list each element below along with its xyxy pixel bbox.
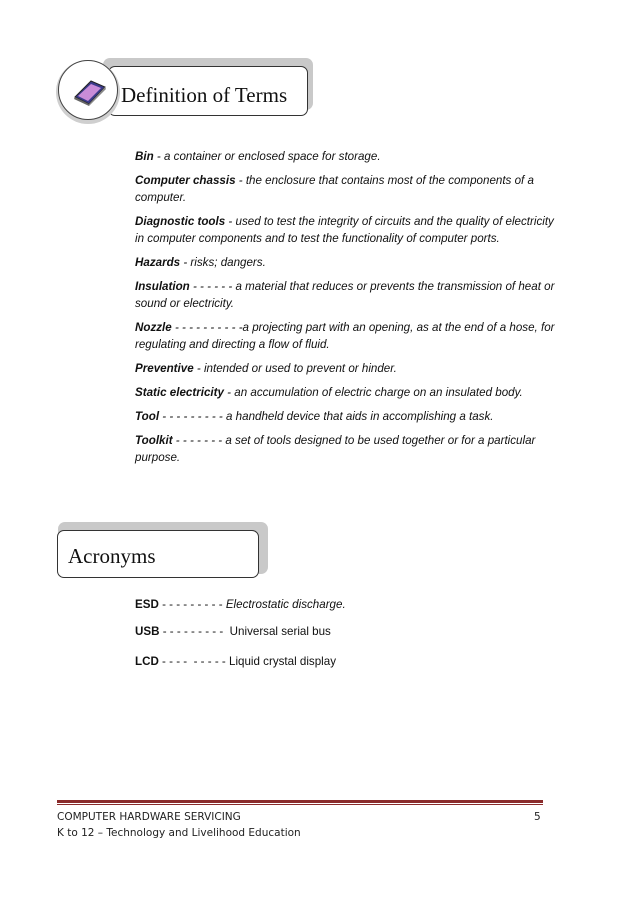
definition-text: -a projecting part with an opening, as at the end of a hose, for regulating and directing a flow of fluid. <box>135 321 555 351</box>
acronym-separator: - - - - - - - - - <box>159 625 230 638</box>
definition-text: the enclosure that contains most of the components of a computer. <box>135 174 534 204</box>
definition-item <box>135 360 555 377</box>
acronym-separator: - - - - - - - - - <box>158 598 226 611</box>
footer-title: COMPUTER HARDWARE SERVICING <box>57 811 241 823</box>
definition-item <box>135 278 555 312</box>
definition-item <box>135 148 555 165</box>
acronym-abbr: LCD <box>135 655 159 668</box>
definitions-list <box>135 148 555 473</box>
definition-term: Toolkit <box>135 434 173 447</box>
footer-rule-thick <box>57 800 543 803</box>
acronym-item <box>135 655 336 668</box>
definition-term: Bin <box>135 150 154 163</box>
definition-separator: - - - - - - - - - <box>159 410 227 423</box>
definition-item <box>135 384 555 401</box>
definition-term: Nozzle <box>135 321 172 334</box>
definition-item <box>135 213 555 247</box>
icon-circle <box>58 60 118 120</box>
page-number: 5 <box>534 811 541 823</box>
acronym-abbr: USB <box>135 625 160 638</box>
definition-separator: - <box>223 386 235 399</box>
definition-separator: - - - - - - - - - <box>171 321 239 334</box>
definition-text: a handheld device that aids in accomplishing a task. <box>226 410 494 423</box>
definition-term: Static electricity <box>135 386 224 399</box>
definition-separator: - <box>225 215 236 228</box>
definition-term: Insulation <box>135 280 190 293</box>
definition-separator: - <box>180 256 191 269</box>
definition-text: used to test the integrity of circuits and the quality of electricity in computer components and to test the functionality of computer ports. <box>135 215 554 245</box>
acronym-separator: - - - - - - - - - <box>158 655 230 668</box>
definitions-heading: Definition of Terms <box>121 83 288 107</box>
definition-item <box>135 254 555 271</box>
acronym-text: Liquid crystal display <box>229 655 336 668</box>
acronym-item <box>135 625 331 638</box>
definition-term: Hazards <box>135 256 181 269</box>
definition-text: a set of tools designed to be used together or for a particular purpose. <box>135 434 536 464</box>
definition-text: a material that reduces or prevents the transmission of heat or sound or electricity. <box>135 280 555 310</box>
definition-term: Tool <box>135 410 160 423</box>
acronyms-heading: Acronyms <box>68 544 156 568</box>
definition-item <box>135 432 555 466</box>
laptop-icon <box>69 77 109 107</box>
definition-term: Preventive <box>135 362 194 375</box>
acronym-text: Electrostatic discharge. <box>225 598 346 611</box>
acronym-item <box>135 598 346 611</box>
definition-text: intended or used to prevent or hinder. <box>203 362 397 375</box>
footer-subtitle: K to 12 – Technology and Livelihood Education <box>57 827 301 839</box>
definition-term: Diagnostic tools <box>135 215 226 228</box>
definition-item <box>135 172 555 206</box>
definition-item <box>135 319 555 353</box>
acronyms-heading-box <box>57 530 259 578</box>
acronym-abbr: ESD <box>135 598 159 611</box>
definition-separator: - <box>153 150 164 163</box>
definition-item <box>135 408 555 425</box>
acronym-text: Universal serial bus <box>229 625 331 638</box>
definition-separator: - - - - - - <box>189 280 236 293</box>
definition-text: an accumulation of electric charge on an insulated body. <box>234 386 523 399</box>
definition-term: Computer chassis <box>135 174 236 187</box>
definition-separator: - <box>235 174 246 187</box>
footer-rule-thin <box>57 804 543 805</box>
definition-separator: - - - - - - - <box>172 434 226 447</box>
definition-separator: - <box>193 362 204 375</box>
definition-text: a container or enclosed space for storage. <box>164 150 381 163</box>
definition-text: risks; dangers. <box>190 256 266 269</box>
definitions-heading-box <box>108 66 308 116</box>
